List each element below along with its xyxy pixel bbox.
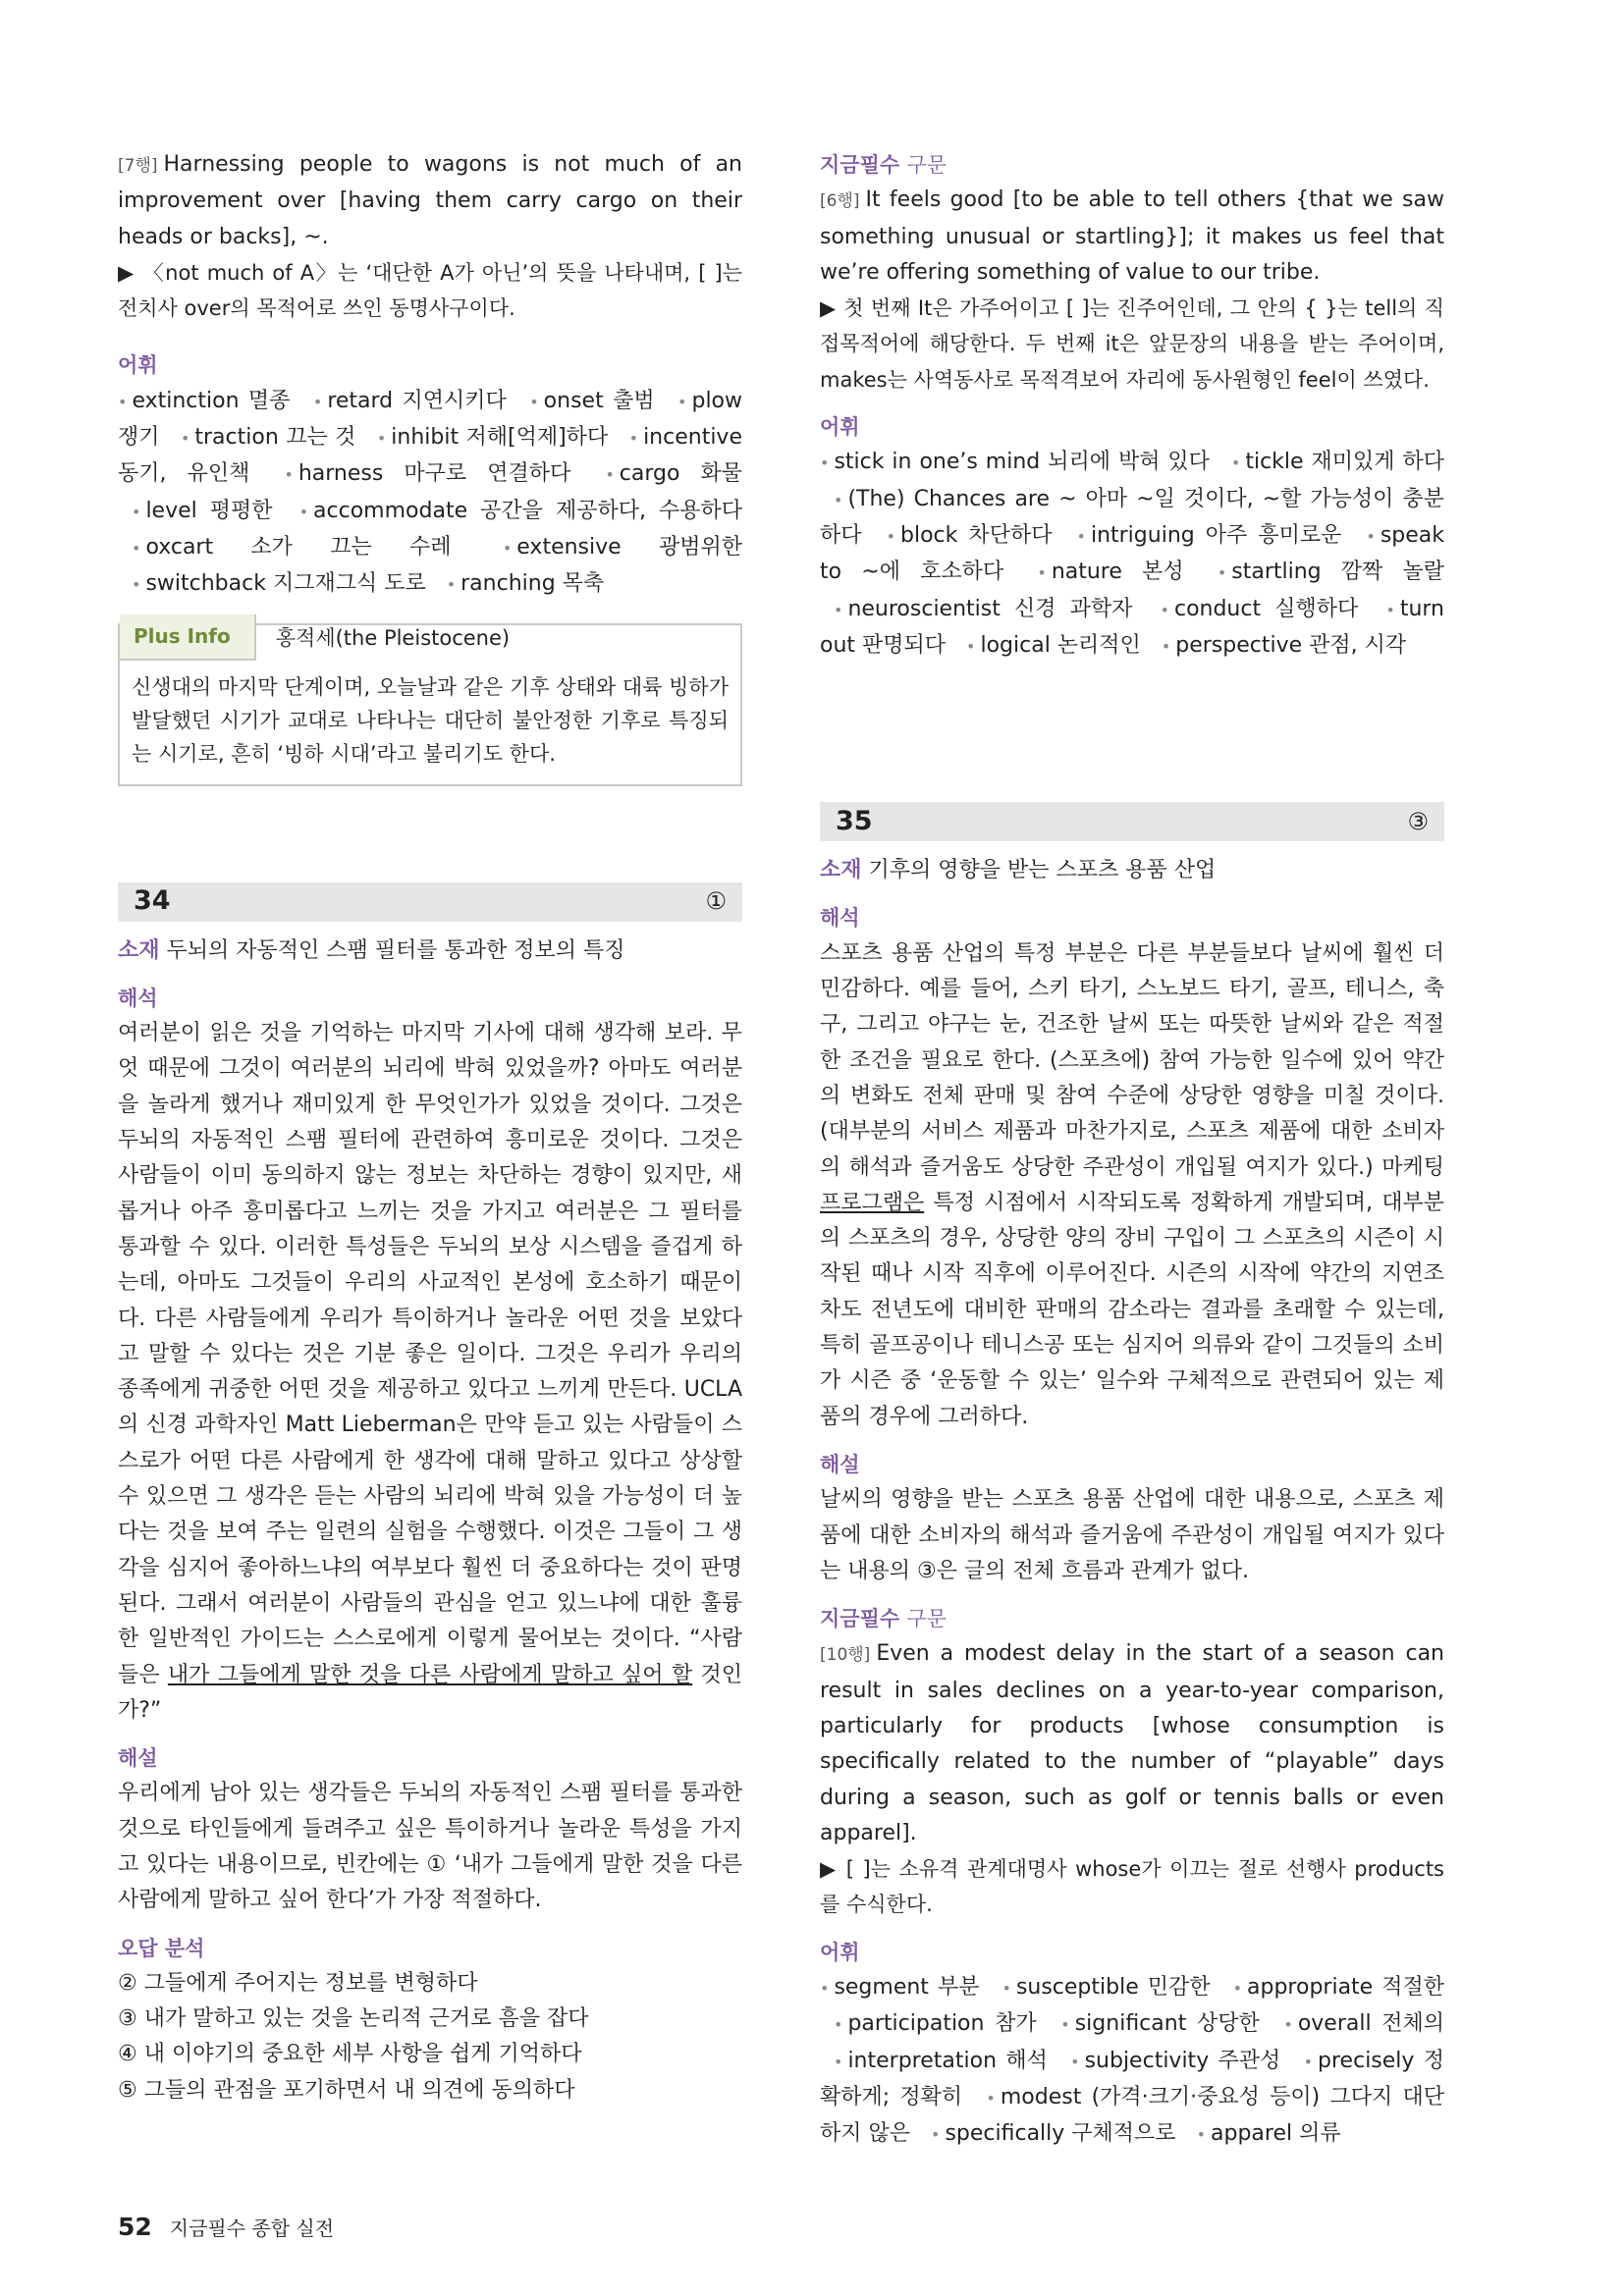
vocab-item: • interpretation 해석 — [834, 2049, 1048, 2073]
plus-info-box — [118, 623, 742, 786]
vocab-item: • extensive 광범위한 — [503, 535, 742, 560]
vocab-item: • accommodate 공간을 제공하다, 수용하다 — [299, 499, 742, 523]
wrong-option: ④ 내 이야기의 중요한 세부 사항을 쉽게 기억하다 — [118, 2042, 582, 2067]
vocab-item: • nature 본성 — [1037, 560, 1183, 584]
grammar-label — [820, 147, 1444, 183]
vocab-list — [820, 445, 1444, 665]
translation-part: 특정 시점에서 시작되도록 정확하게 개발되며, 대부분의 스포츠의 경우, 상당한 양의 장비 구입이 그 스포츠의 시즌이 시작된 때나 시작 직후에 이루어진다. 시즌의 시작에 약간의 지연조차도 전년도에 대비한 판매의 감소라는 결과를 초래할 수 있는데, 특히 골프공이나 테니스공 또는 심지어 의류와 같이 그것들의 소비가 시즌 중 ‘운동할 수 있는’ 일수와 구체적으로 관련되어 있는 제품의 경우에 그러하다. — [820, 1190, 1444, 1429]
page-footer — [118, 2213, 334, 2241]
plus-info-title: 홍적세(the Pleistocene) — [275, 626, 511, 651]
vocab-item: • stick in one’s mind 뇌리에 박혀 있다 — [820, 450, 1210, 474]
topic-label: 소재 — [820, 858, 862, 883]
translation-part: 스포츠 용품 산업의 특정 부분은 다른 부분들보다 날씨에 훨씬 더 민감하다. 예를 들어, 스키 타기, 스노보드 타기, 골프, 테니스, 축구, 그리고 야구는 눈, 건조한 날씨 또는 따뜻한 날씨와 같은 적절한 조건을 필요로 한다. (스포츠에) 참여 가능한 일수에 있어 약간의 변화도 전체 판매 및 참여 수준에 상당한 영향을 미칠 것이다. (대부분의 서비스 제품과 마찬가지로, 스포츠 제품에 대한 소비자의 해석과 즐거움도 상당한 주관성이 개입될 여지가 있다.) 마케팅 — [820, 940, 1444, 1180]
question-number: 35 — [836, 806, 873, 836]
grammar-label-main: 지금필수 — [820, 153, 900, 177]
vocab-item: • intriguing 아주 흥미로운 — [1077, 523, 1342, 548]
vocab-item: • conduct 실행하다 — [1161, 597, 1359, 621]
vocab-item: • ranching 목축 — [447, 571, 604, 596]
topic-text: 기후의 영향을 받는 스포츠 용품 산업 — [868, 858, 1217, 883]
explanation-label: 해설 — [118, 1746, 158, 1771]
vocab-item: • susceptible 민감한 — [1002, 1975, 1211, 2000]
translation-part: 것인가?” — [118, 1662, 743, 1723]
vocab-item: • cargo 화물 — [605, 461, 742, 486]
vocab-item: • segment 부분 — [820, 1975, 979, 2000]
wrong-option: ⑤ 그들의 관점을 포기하면서 내 의견에 동의하다 — [118, 2077, 575, 2103]
grammar-label-sub: 구문 — [906, 153, 947, 177]
vocab-label: 어휘 — [118, 353, 158, 378]
vocab-item: • onset 출범 — [529, 389, 654, 413]
vocab-label: 어휘 — [820, 415, 860, 440]
line-ref: [10행] — [820, 1645, 871, 1666]
grammar-sentence — [820, 183, 1444, 291]
question-number: 34 — [134, 885, 171, 917]
grammar-text: It feels good [to be able to tell others {that we saw something unusual or startling}]; it makes us feel that we’re offering something of value to our tribe. — [820, 187, 1444, 285]
topic-line — [118, 934, 742, 969]
grammar-text: Even a modest delay in the start of a season can result in sales declines on a year-to-year comparison, particularly for products [whose consumption is specifically related to the number of “playable” days during a season, such as golf or tennis balls or even apparel]. — [820, 1641, 1444, 1845]
explanation-label: 해설 — [820, 1452, 860, 1476]
grammar-note: ▶ 첫 번째 It은 가주어이고 [ ]는 진주어인데, 그 안의 { }는 tell의 직접목적어에 해당한다. 두 번째 it은 앞문장의 내용을 받는 주어이며, makes는 사역동사로 목적격보어 자리에 동사원형인 feel이 쓰였다. — [820, 296, 1444, 392]
vocab-item: • appropriate 적절한 — [1233, 1975, 1444, 2000]
vocab-item: • (The) Chances are ~ 아마 ~일 것이다, ~할 가능성이 충분하다 — [820, 487, 1444, 548]
right-column — [820, 147, 1444, 2154]
vocab-item: • tickle 재미있게 하다 — [1231, 450, 1444, 474]
vocab-item: • specifically 구체적으로 — [931, 2121, 1176, 2146]
translation-part: 여러분이 읽은 것을 기억하는 마지막 기사에 대해 생각해 보라. 무엇 때문에 그것이 여러분의 뇌리에 박혀 있었을까? 아마도 여러분을 놀라게 했거나 재미있게 한 무엇인가가 있었을 것이다. 그것은 두뇌의 자동적인 스팸 필터에 관련하여 흥미로운 것이다. 그것은 사람들이 이미 동의하지 않는 정보는 차단하는 경향이 있지만, 새롭거나 아주 흥미롭다고 느끼는 것을 가지고 여러분은 그 필터를 통과할 수 있다. 이러한 특성들은 두뇌의 보상 시스템을 즐겁게 하는데, 아마도 그것들이 우리의 사교적인 본성에 호소하기 때문이다. 다른 사람들에게 우리가 특이하거나 놀라운 어떤 것을 보았다고 말할 수 있다는 것은 기분 좋은 일이다. 그것은 우리가 우리의 종족에게 귀중한 어떤 것을 제공하고 있다고 느끼게 만든다. UCLA의 신경 과학자인 Matt Lieberman은 만약 듣고 있는 사람들이 스스로가 어떤 다른 사람에게 한 생각에 대해 말하고 있다고 상상할 수 있으면 그 생각은 듣는 사람의 뇌리에 박혀 있을 가능성이 더 높다는 것을 보여 주는 일련의 실험을 수행했다. 이것은 그들이 그 생각을 심지어 좋아하느냐의 여부보다 훨씬 더 중요하다는 것이 판명된다. 그래서 여러분이 사람들의 관심을 얻고 있느냐에 대한 훌륭한 일반적인 가이드는 스스로에게 이렇게 물어보는 것이다. “사람들은 — [118, 1021, 742, 1687]
topic-text: 두뇌의 자동적인 스팸 필터를 통과한 정보의 특징 — [166, 937, 625, 963]
vocab-item: • incentive 동기, 유인책 — [118, 425, 742, 486]
grammar-label-main: 지금필수 — [820, 1607, 900, 1631]
page-number: 52 — [118, 2213, 152, 2241]
vocab-item: • apparel 의류 — [1197, 2121, 1341, 2146]
question-34-bar — [118, 882, 742, 922]
vocab-item: • logical 논리적인 — [966, 633, 1141, 658]
vocab-list — [118, 384, 742, 604]
translation-text — [820, 936, 1444, 1435]
vocab-item: • extinction 멸종 — [118, 389, 290, 413]
vocab-item: • traction 끄는 것 — [181, 425, 355, 450]
vocab-item: • startling 깜짝 놀랄 — [1218, 560, 1444, 584]
grammar-sentence — [118, 147, 742, 255]
explanation-text: 날씨의 영향을 받는 스포츠 용품 산업에 대한 내용으로, 스포츠 제품에 대한 소비자의 해석과 즐거움에 주관성이 개입될 여지가 있다는 내용의 ③은 글의 전체 흐름과 관계가 없다. — [820, 1487, 1444, 1583]
vocab-item: • block 차단하다 — [887, 523, 1053, 548]
vocab-item: • modest (가격·크기·중요성 등이) 그다지 대단하지 않은 — [820, 2085, 1444, 2146]
wrong-option: ② 그들에게 주어지는 정보를 변형하다 — [118, 1970, 478, 1996]
vocab-item: • turn out 판명되다 — [820, 597, 1444, 658]
question-35-bar — [820, 802, 1444, 841]
translation-label: 해석 — [820, 906, 860, 931]
plus-info-body: 신생대의 마지막 단계이며, 오늘날과 같은 기후 상태와 대륙 빙하가 발달했던 시기가 교대로 나타나는 대단히 불안정한 기후로 특징되는 시기로, 흔히 ‘빙하 시대’라고 불리기도 한다. — [132, 674, 729, 766]
answer-badge: ① — [705, 887, 727, 916]
line-ref: [7행] — [118, 156, 158, 176]
vocab-item: • harness 마구로 연결하다 — [284, 461, 570, 486]
topic-label: 소재 — [118, 937, 160, 963]
blank-answer: 내가 그들에게 말한 것을 다른 사람에게 말하고 싶어 할 — [167, 1662, 693, 1687]
grammar-label-sub: 구문 — [906, 1607, 947, 1631]
grammar-note: ▶ 〈not much of A〉는 ‘대단한 A가 아닌’의 뜻을 나타내며, [ ]는 전치사 over의 목적어로 쓰인 동명사구이다. — [118, 260, 742, 321]
vocab-item: • subjectivity 주관성 — [1070, 2049, 1280, 2073]
vocab-item: • retard 지연시키다 — [313, 389, 507, 413]
vocab-item: • speak to ~에 호소하다 — [820, 523, 1444, 584]
underlined-word: 프로그램은 — [820, 1190, 925, 1215]
vocab-item: • plow 쟁기 — [118, 389, 742, 450]
vocab-item: • precisely 정확하게; 정확히 — [820, 2049, 1444, 2109]
vocab-item: • significant 상당한 — [1060, 2011, 1259, 2036]
vocab-item: • perspective 관점, 시각 — [1162, 633, 1406, 658]
grammar-text: Harnessing people to wagons is not much of an improvement over [having them carry cargo on their heads or backs], ~. — [118, 152, 742, 249]
plus-info-header — [120, 625, 740, 661]
vocab-item: • inhibit 저해[억제]하다 — [377, 425, 608, 450]
vocab-item: • neuroscientist 신경 과학자 — [834, 597, 1132, 621]
vocab-label: 어휘 — [820, 1940, 860, 1964]
wrong-option: ③ 내가 말하고 있는 것을 논리적 근거로 흠을 잡다 — [118, 2006, 589, 2032]
vocab-item: • switchback 지그재그식 도로 — [132, 571, 426, 596]
line-ref: [6행] — [820, 191, 860, 212]
translation-text — [118, 1016, 742, 1729]
left-column — [118, 147, 742, 2109]
topic-line — [820, 853, 1444, 888]
plus-info-tab: Plus Info — [120, 614, 256, 660]
vocab-item: • oxcart 소가 끄는 수레 — [132, 535, 452, 560]
vocab-item: • participation 참가 — [834, 2011, 1037, 2036]
vocab-item: • overall 전체의 — [1283, 2011, 1444, 2036]
wrong-analysis-label: 오답 분석 — [118, 1936, 205, 1960]
explanation-text: 우리에게 남아 있는 생각들은 두뇌의 자동적인 스팸 필터를 통과한 것으로 타인들에게 들려주고 싶은 특이하거나 놀라운 특성을 가지고 있다는 내용이므로, 빈칸에는 ① ‘내가 그들에게 말한 것을 다른 사람에게 말하고 싶어 한다’가 가장 적절하다. — [118, 1781, 742, 1913]
grammar-note: ▶ [ ]는 소유격 관계대명사 whose가 이끄는 절로 선행사 products를 수식한다. — [820, 1857, 1444, 1917]
book-title: 지금필수 종합 실전 — [169, 2216, 335, 2240]
translation-label: 해석 — [118, 986, 158, 1010]
grammar-sentence — [820, 1636, 1444, 1851]
grammar-label — [820, 1601, 1444, 1636]
vocab-item: • level 평평한 — [132, 499, 273, 523]
vocab-list — [820, 1970, 1444, 2153]
answer-badge: ③ — [1407, 808, 1429, 835]
